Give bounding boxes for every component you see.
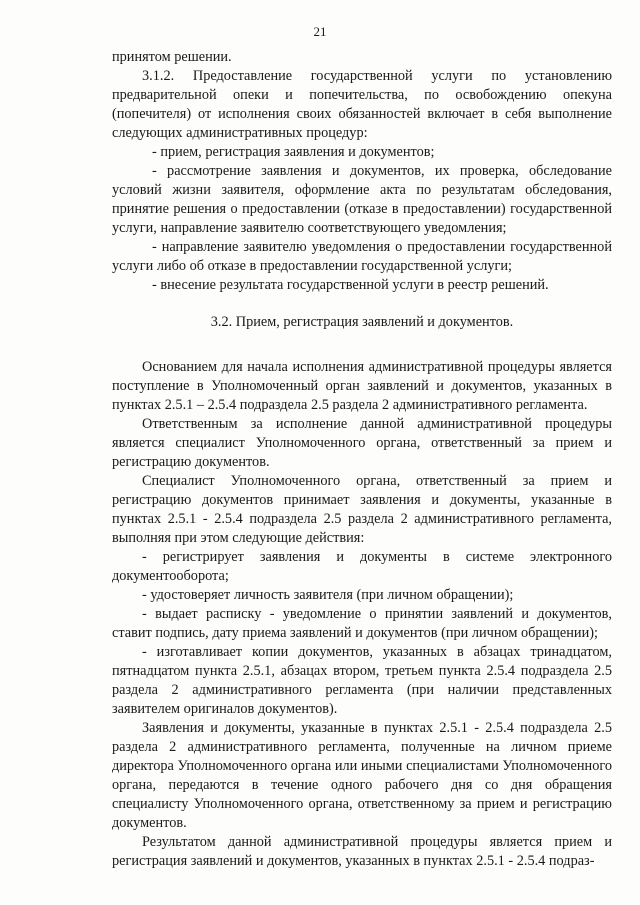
paragraph: Результатом данной административной процедуры является прием и регистрация заявлений и документов, указанных в пунктах 2.5.1 - 2.5.4 подраз-: [112, 834, 612, 869]
list-item: - направление заявителю уведомления о предоставлении государственной услуги либо об отказе в предоставлении государственной услуги;: [112, 239, 612, 274]
document-body: [112, 48, 612, 871]
paragraph: принятом решении.: [112, 49, 232, 65]
list-item: - изготавливает копии документов, указанных в абзацах тринадцатом, пятнадцатом пункта 2.5.1, абзацах втором, третьем пункта 2.5.4 подраздела 2.5 раздела 2 административного регламента (при наличии представленных заявителем оригиналов документов).: [112, 644, 612, 717]
paragraph: Специалист Уполномоченного органа, ответственный за прием и регистрацию документов принимает заявления и документы, указанные в пунктах 2.5.1 - 2.5.4 подраздела 2.5 раздела 2 административного регламента, выполняя при этом следующие действия:: [112, 473, 612, 546]
list-item: - регистрирует заявления и документы в системе электронного документооборота;: [112, 549, 612, 584]
paragraph: Ответственным за исполнение данной административной процедуры является специалист Уполномоченного органа, ответственный за прием и регистрацию документов.: [112, 416, 612, 470]
paragraph: Заявления и документы, указанные в пунктах 2.5.1 - 2.5.4 подраздела 2.5 раздела 2 административного регламента, полученные на личном приеме директора Уполномоченного органа или иными специалистами Уполномоченного органа, передаются в течение одного рабочего дня со дня обращения специалисту Уполномоченного органа, ответственному за прием и регистрацию документов.: [112, 720, 612, 831]
list-item: - выдает расписку - уведомление о принятии заявлений и документов, ставит подпись, дату приема заявлений и документов (при личном обращении);: [112, 606, 612, 641]
list-item: - рассмотрение заявления и документов, их проверка, обследование условий жизни заявителя, оформление акта по результатам обследования, принятие решения о предоставлении (отказе в предоставлении) государственной услуги, направление заявителю соответствующего уведомления;: [112, 163, 612, 236]
list-item: - внесение результата государственной услуги в реестр решений.: [152, 277, 549, 293]
list-item: - прием, регистрация заявления и документов;: [152, 144, 435, 160]
page-number: 21: [313, 24, 327, 39]
list-item: - удостоверяет личность заявителя (при личном обращении);: [142, 587, 514, 603]
paragraph: Основанием для начала исполнения административной процедуры является поступление в Уполномоченный орган заявлений и документов, указанных в пунктах 2.5.1 – 2.5.4 подраздела 2.5 раздела 2 административного регламента.: [112, 359, 612, 413]
section-heading: 3.2. Прием, регистрация заявлений и документов.: [210, 314, 514, 330]
paragraph: 3.1.2. Предоставление государственной услуги по установлению предварительной опеки и попечительства, по освобождению опекуна (попечителя) от исполнения своих обязанностей включает в себя выполнение следующих административных процедур:: [112, 68, 612, 141]
